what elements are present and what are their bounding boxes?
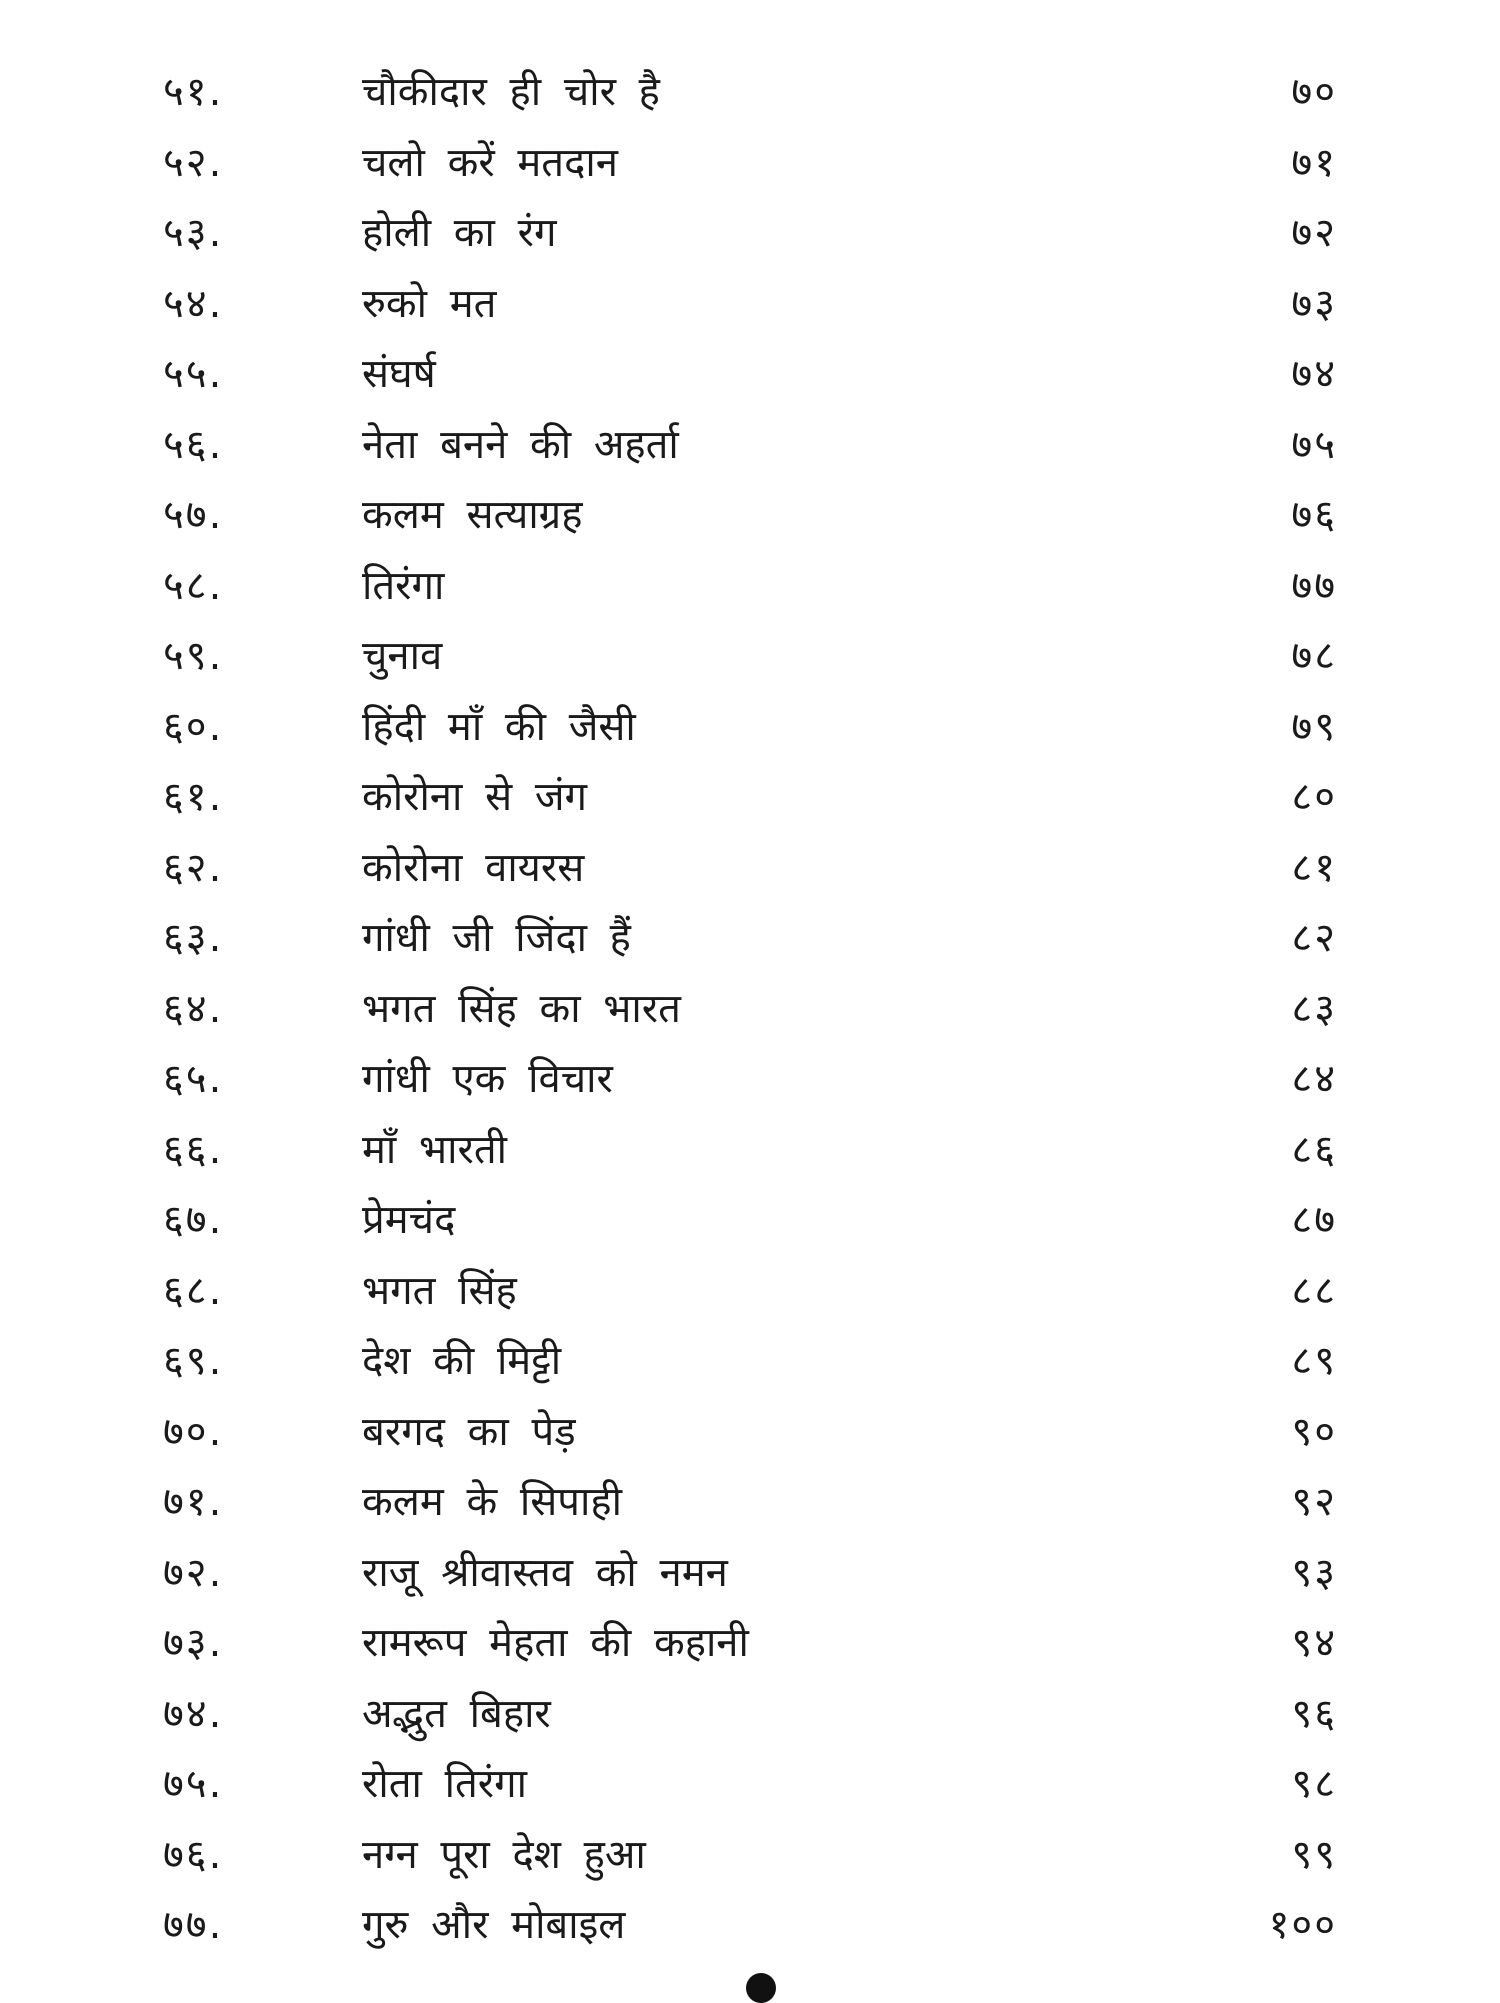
entry-title: होली का रंग bbox=[362, 210, 557, 256]
entry-number: ७३. bbox=[163, 1620, 224, 1666]
entry-page-number: ७४ bbox=[1291, 351, 1337, 397]
toc-entry bbox=[0, 1331, 1500, 1402]
entry-title: रोता तिरंगा bbox=[362, 1761, 527, 1807]
toc-entry bbox=[0, 1684, 1500, 1755]
entry-page-number: ९२ bbox=[1291, 1479, 1337, 1525]
toc-entry bbox=[0, 908, 1500, 979]
entry-page-number: ९४ bbox=[1291, 1620, 1337, 1666]
entry-page-number: ९० bbox=[1291, 1408, 1337, 1455]
entry-title: गुरु और मोबाइल bbox=[362, 1902, 626, 1948]
entry-page-number: ९३ bbox=[1291, 1549, 1337, 1596]
entry-page-number: ७१ bbox=[1291, 139, 1337, 186]
entry-page-number: ८० bbox=[1291, 774, 1337, 820]
entry-title: माँ भारती bbox=[362, 1126, 507, 1173]
bullet-mark bbox=[746, 1973, 776, 2003]
entry-number: ५७. bbox=[163, 492, 224, 538]
entry-number: ७६. bbox=[163, 1831, 224, 1878]
entry-number: ७७. bbox=[163, 1902, 224, 1948]
entry-page-number: ७० bbox=[1291, 69, 1337, 115]
entry-number: ७५. bbox=[163, 1761, 224, 1807]
toc-entry bbox=[0, 1825, 1500, 1896]
entry-number: ५२. bbox=[163, 139, 224, 186]
entry-number: ६३. bbox=[163, 915, 224, 961]
entry-page-number: ८२ bbox=[1291, 915, 1337, 961]
entry-title: चलो करें मतदान bbox=[362, 139, 618, 186]
entry-title: नेता बनने की अहर्ता bbox=[362, 421, 679, 468]
entry-page-number: ८३ bbox=[1291, 985, 1337, 1032]
entry-title: भगत सिंह का भारत bbox=[362, 985, 681, 1032]
toc-entry bbox=[0, 344, 1500, 415]
entry-number: ६८. bbox=[163, 1267, 224, 1314]
toc-entry bbox=[0, 1543, 1500, 1614]
entry-number: ६७. bbox=[163, 1197, 224, 1243]
entry-title: चुनाव bbox=[362, 633, 443, 679]
entry-number: ५५. bbox=[163, 351, 224, 397]
entry-number: ५८. bbox=[163, 562, 224, 609]
entry-page-number: ७३ bbox=[1291, 280, 1337, 327]
toc-entry bbox=[0, 1261, 1500, 1332]
entry-page-number: १०० bbox=[1268, 1902, 1337, 1948]
toc-entry bbox=[0, 1754, 1500, 1825]
entry-number: ७२. bbox=[163, 1549, 224, 1596]
entry-title: रुको मत bbox=[362, 280, 497, 327]
entry-number: ६९. bbox=[163, 1338, 224, 1384]
entry-page-number: ७९ bbox=[1291, 703, 1337, 750]
entry-number: ६६. bbox=[163, 1126, 224, 1173]
entry-page-number: ७५ bbox=[1291, 421, 1337, 468]
toc-entry bbox=[0, 626, 1500, 697]
entry-page-number: ७६ bbox=[1291, 492, 1337, 538]
entry-title: कलम के सिपाही bbox=[362, 1479, 622, 1525]
entry-page-number: ९९ bbox=[1291, 1831, 1337, 1878]
toc-entry bbox=[0, 415, 1500, 486]
entry-title: प्रेमचंद bbox=[362, 1197, 456, 1243]
toc-entry bbox=[0, 979, 1500, 1050]
toc-entry bbox=[0, 274, 1500, 345]
entry-page-number: ९६ bbox=[1291, 1690, 1337, 1737]
entry-number: ६१. bbox=[163, 774, 224, 820]
entry-title: चौकीदार ही चोर है bbox=[362, 69, 660, 115]
entry-number: ५१. bbox=[163, 69, 224, 115]
entry-title: कलम सत्याग्रह bbox=[362, 492, 583, 538]
toc-entry bbox=[0, 1049, 1500, 1120]
entry-number: ६५. bbox=[163, 1056, 224, 1102]
entry-title: गांधी एक विचार bbox=[362, 1056, 613, 1102]
toc-entry bbox=[0, 203, 1500, 274]
entry-number: ७०. bbox=[163, 1408, 224, 1455]
entry-page-number: ७२ bbox=[1291, 210, 1337, 256]
entry-page-number: ८६ bbox=[1291, 1126, 1337, 1173]
toc-entry bbox=[0, 62, 1500, 133]
toc-entry bbox=[0, 485, 1500, 556]
toc-entry bbox=[0, 1472, 1500, 1543]
toc-entry bbox=[0, 1402, 1500, 1473]
entry-number: ५६. bbox=[163, 421, 224, 468]
entry-title: देश की मिट्टी bbox=[362, 1338, 562, 1384]
table-of-contents bbox=[0, 62, 1500, 1966]
entry-title: रामरूप मेहता की कहानी bbox=[362, 1620, 749, 1666]
entry-page-number: ९८ bbox=[1291, 1761, 1337, 1807]
entry-title: कोरोना से जंग bbox=[362, 774, 588, 820]
toc-entry bbox=[0, 133, 1500, 204]
entry-page-number: ८७ bbox=[1291, 1197, 1337, 1243]
toc-entry bbox=[0, 1190, 1500, 1261]
entry-number: ६०. bbox=[163, 703, 224, 750]
entry-title: हिंदी माँ की जैसी bbox=[362, 703, 636, 750]
entry-page-number: ७७ bbox=[1291, 562, 1337, 609]
entry-number: ७१. bbox=[163, 1479, 224, 1525]
entry-title: राजू श्रीवास्तव को नमन bbox=[362, 1549, 728, 1596]
entry-page-number: ८४ bbox=[1291, 1056, 1337, 1102]
entry-title: बरगद का पेड़ bbox=[362, 1408, 576, 1455]
toc-entry bbox=[0, 1120, 1500, 1191]
entry-number: ६२. bbox=[163, 844, 224, 891]
toc-entry bbox=[0, 556, 1500, 627]
toc-entry bbox=[0, 767, 1500, 838]
entry-page-number: ८१ bbox=[1291, 844, 1337, 891]
entry-title: तिरंगा bbox=[362, 562, 445, 609]
entry-number: ६४. bbox=[163, 985, 224, 1032]
entry-page-number: ७८ bbox=[1291, 633, 1337, 679]
entry-title: गांधी जी जिंदा हैं bbox=[362, 915, 631, 961]
toc-entry bbox=[0, 1613, 1500, 1684]
entry-title: नग्न पूरा देश हुआ bbox=[362, 1831, 646, 1878]
toc-entry bbox=[0, 838, 1500, 909]
entry-title: भगत सिंह bbox=[362, 1267, 517, 1314]
entry-page-number: ८९ bbox=[1291, 1338, 1337, 1384]
entry-number: ५९. bbox=[163, 633, 224, 679]
entry-title: कोरोना वायरस bbox=[362, 844, 585, 891]
toc-entry bbox=[0, 1895, 1500, 1966]
toc-entry bbox=[0, 697, 1500, 768]
entry-number: ७४. bbox=[163, 1690, 224, 1737]
entry-title: संघर्ष bbox=[362, 351, 436, 397]
entry-number: ५४. bbox=[163, 280, 224, 327]
entry-page-number: ८८ bbox=[1291, 1267, 1337, 1314]
entry-title: अद्भुत बिहार bbox=[362, 1690, 551, 1737]
entry-number: ५३. bbox=[163, 210, 224, 256]
